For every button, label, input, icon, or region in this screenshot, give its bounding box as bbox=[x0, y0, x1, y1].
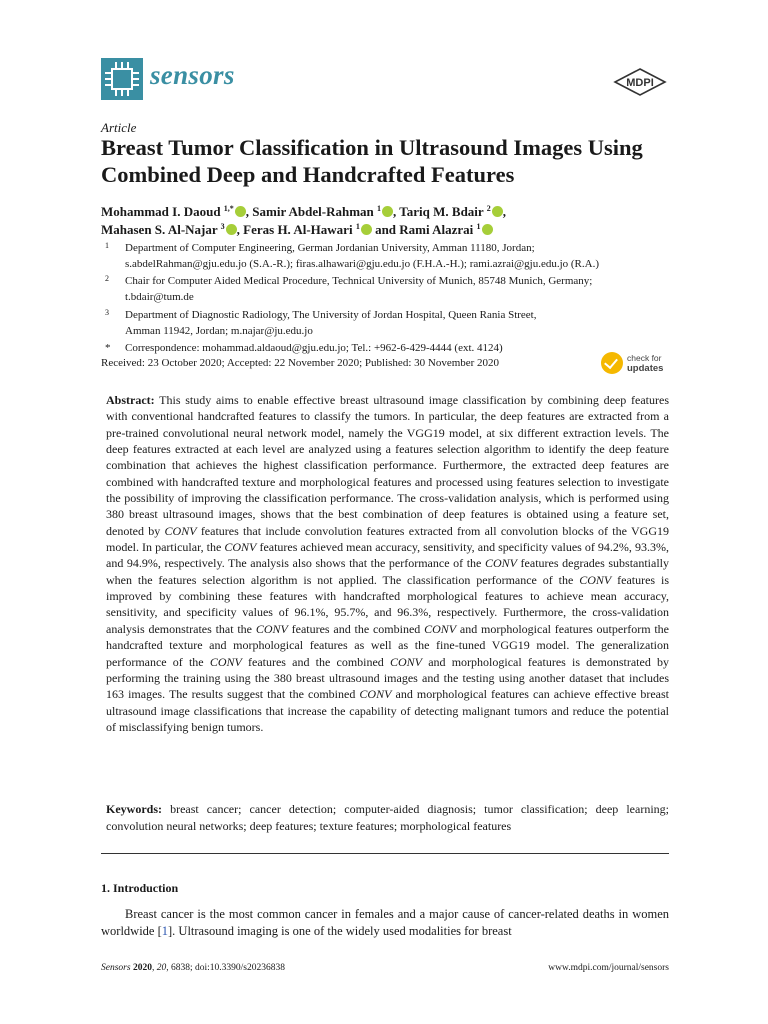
author-sup: 1,* bbox=[223, 204, 234, 213]
check-updates-line1: check for bbox=[627, 353, 662, 363]
affiliation-line: Chair for Computer Aided Medical Procedure, Technical University of Munich, 85748 Munich, Germany; bbox=[125, 275, 593, 288]
article-type: Article bbox=[101, 120, 137, 135]
journal-name: sensors bbox=[150, 60, 235, 90]
mdpi-logo-icon bbox=[612, 68, 668, 96]
conv-term: CONV bbox=[224, 540, 257, 555]
orcid-icon[interactable] bbox=[382, 206, 393, 217]
check-for-updates-button[interactable] bbox=[601, 352, 671, 376]
abstract-label: Abstract: bbox=[106, 393, 155, 407]
publication-dates: Received: 23 October 2020; Accepted: 22 November 2020; Published: 30 November 2020 bbox=[101, 357, 500, 369]
correspondence bbox=[101, 341, 671, 357]
affiliation-item bbox=[101, 241, 671, 272]
footer-url[interactable]: www.mdpi.com/journal/sensors bbox=[548, 963, 669, 973]
conv-term: CONV bbox=[255, 621, 288, 636]
orcid-icon[interactable] bbox=[226, 224, 237, 235]
keywords bbox=[106, 801, 669, 834]
section-heading: 1. Introduction bbox=[101, 881, 179, 895]
orcid-icon[interactable] bbox=[361, 224, 372, 235]
affiliation-number: 1 bbox=[105, 241, 109, 250]
affiliation-number: 3 bbox=[105, 307, 109, 317]
check-updates-line2: updates bbox=[627, 363, 664, 374]
author-sup: 1 bbox=[355, 222, 360, 231]
citation-link[interactable]: 1 bbox=[161, 924, 168, 938]
affiliation-item bbox=[101, 308, 671, 339]
conv-term: CONV bbox=[390, 654, 423, 669]
affiliation-line: s.abdelRahman@gju.edu.jo (S.A.-R.); firas.alhawari@gju.edu.jo (F.H.A.-H.); rami.azrai@gju.edu.jo (R.A.) bbox=[125, 257, 599, 270]
author-name: Tariq M. Bdair bbox=[399, 204, 484, 219]
author-name: Samir Abdel-Rahman bbox=[252, 204, 374, 219]
keywords-label: Keywords: bbox=[106, 802, 162, 816]
affiliation-line: Department of Diagnostic Radiology, The University of Jordan Hospital, Queen Rania Street, bbox=[125, 308, 537, 321]
author-name: Mohammad I. Daoud bbox=[101, 204, 221, 219]
mdpi-logo-text: MDPI bbox=[626, 77, 654, 89]
affiliation-number: 2 bbox=[105, 274, 109, 284]
author-sup: 2 bbox=[486, 204, 491, 213]
paper-title: Breast Tumor Classification in Ultrasound Images Using Combined Deep and Handcrafted Features bbox=[101, 135, 643, 187]
author-sup: 3 bbox=[220, 222, 225, 231]
affiliation-item bbox=[101, 274, 671, 305]
conv-term: CONV bbox=[359, 687, 392, 702]
section-divider bbox=[101, 853, 669, 854]
affiliation-line: Department of Computer Engineering, German Jordanian University, Amman 11180, Jordan; bbox=[125, 242, 535, 254]
author-sup: 1 bbox=[377, 204, 382, 213]
intro-paragraph: Breast cancer is the most common cancer in females and a major cause of cancer-related deaths in women worldwide [1]. Ultrasound imaging is one of the widely used modalities for breast bbox=[101, 907, 669, 938]
author-name: Feras H. Al-Hawari bbox=[243, 222, 353, 237]
conv-term: CONV bbox=[424, 621, 457, 636]
author-sup: 1 bbox=[476, 222, 481, 231]
journal-logo-icon bbox=[101, 58, 143, 100]
conv-term: CONV bbox=[164, 523, 197, 538]
conv-term: CONV bbox=[209, 654, 242, 669]
author-name: Rami Alazrai bbox=[399, 222, 474, 237]
affiliation-line: Amman 11942, Jordan; m.najar@ju.edu.jo bbox=[125, 324, 313, 337]
affiliation-line: t.bdair@tum.de bbox=[125, 291, 194, 304]
affiliations bbox=[101, 241, 671, 357]
orcid-icon[interactable] bbox=[482, 224, 493, 235]
conv-term: CONV bbox=[579, 572, 612, 587]
orcid-icon[interactable] bbox=[235, 206, 246, 217]
footer-citation: Sensors 2020, 20, 6838; doi:10.3390/s20236838 bbox=[101, 963, 285, 973]
correspondence-text: Correspondence: mohammad.aldaoud@gju.edu.jo; Tel.: +962-6-429-4444 (ext. 4124) bbox=[125, 342, 503, 355]
keywords-text: breast cancer; cancer detection; computer-aided diagnosis; tumor classification; deep learning; convolution neural networks; deep features; texture features; morphological features bbox=[106, 802, 669, 833]
author-list: Mohammad I. Daoud $^{1,*}$ , Samir Abdel-Rahman $^1$ , Tariq M. Bdair $^2$ , Mahasen S. Al-Najar $^3$ , Feras H. Al-Hawari $^1$ and Rami Alazrai $^1$ bbox=[101, 204, 506, 237]
conv-term: CONV bbox=[484, 556, 517, 571]
author-name: Mahasen S. Al-Najar bbox=[101, 222, 218, 237]
orcid-icon[interactable] bbox=[492, 206, 503, 217]
check-icon bbox=[601, 352, 623, 374]
correspondence-mark: * bbox=[105, 342, 111, 355]
abstract: Abstract: This study aims to enable effective breast ultrasound image classification by combining deep features with conventional handcrafted features to classify the tumors. In particular, the deep features are extracted from a pre-trained convolutional neural network model, namely the VGG19 model, at six different extraction levels. The deep features extracted at each level are analyzed using a features selection algorithm to identify the deep feature combination that achieves the highest classification performance. Furthermore, the extracted deep features are combined with handcrafted texture and morphological features and processed using features selection to investigate the possibility of improving the classification performance. The cross-validation analysis, which is performed using 380 breast ultrasound images, shows that the best combination of deep features is obtained using a feature set, denoted by CONV features that include convolution features extracted from all convolution blocks of the VGG19 model. In particular, the CONV features achieved mean accuracy, sensitivity, and specificity values of 94.2%, 93.3%, and 94.9%, respectively. The analysis also shows that the performance of the CONV features degrades substantially when the features selection algorithm is not applied. The classification performance of the CONV features is improved by combining these features with handcrafted morphological features to achieve mean accuracy, sensitivity, and specificity values of 96.1%, 95.7%, and 96.3%, respectively. Furthermore, the cross-validation analysis demonstrates that the CONV features and the combined CONV and morphological features outperform the handcrafted texture and morphological features as well as the fine-tuned VGG19 model. The generalization performance of the CONV features and the combined CONV and morphological features is demonstrated by performing the training using the 380 breast ultrasound images and the testing using another dataset that includes 163 images. The results suggest that the combined CONV and morphological features can achieve effective breast ultrasound image classifications that increase the capability of detecting malignant tumors and reduce the potential of misclassifying benign tumors. bbox=[106, 393, 670, 734]
